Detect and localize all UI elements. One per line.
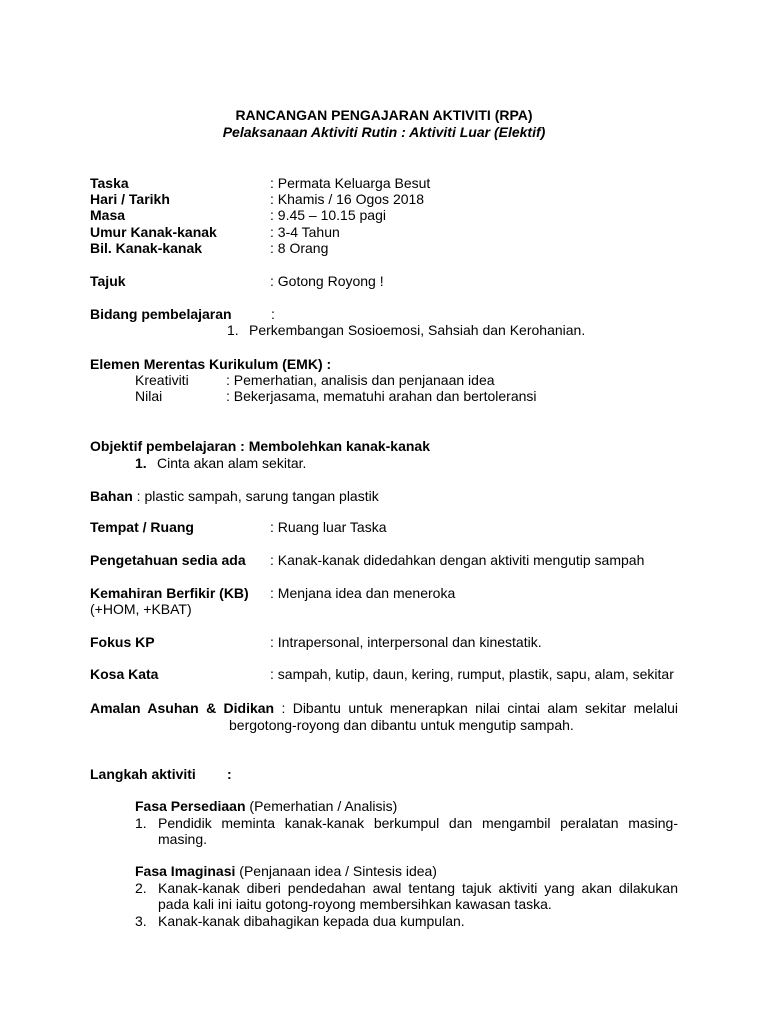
tempat-label: Tempat / Ruang (90, 519, 194, 535)
tempat-value: : Ruang luar Taska (270, 519, 387, 535)
info-label-hari: Hari / Tarikh (90, 191, 170, 207)
fasa-persediaan-title: Fasa Persediaan (135, 798, 246, 814)
info-label-taska: Taska (90, 175, 129, 191)
fasa-imaginasi-title: Fasa Imaginasi (135, 863, 236, 879)
info-label-umur: Umur Kanak-kanak (90, 224, 217, 240)
step-3-line-1: Kanak-kanak dibahagikan kepada dua kumpulan. (158, 913, 465, 929)
langkah-colon: : (227, 766, 232, 782)
bahan-line (90, 488, 379, 505)
step-2-number: 2. (135, 880, 147, 896)
objektif-item-number: 1. (135, 455, 147, 471)
step-1-number: 1. (135, 815, 147, 831)
emk-heading: Elemen Merentas Kurikulum (EMK) : (90, 356, 332, 372)
fasa-imaginasi-heading (135, 863, 437, 880)
bidang-colon: : (271, 306, 275, 322)
step-3-number: 3. (135, 913, 147, 929)
amalan-line-2: bergotong-royong dan dibantu untuk mengutip sampah. (229, 717, 574, 733)
objektif-item-text: Cinta akan alam sekitar. (157, 455, 307, 471)
info-value-taska: : Permata Keluarga Besut (270, 175, 431, 191)
info-value-hari: : Khamis / 16 Ogos 2018 (270, 191, 425, 207)
amalan-label: Amalan Asuhan & Didikan (90, 700, 275, 716)
kosa-value: : sampah, kutip, daun, kering, rumput, plastik, sapu, alam, sekitar (270, 666, 674, 682)
objektif-heading: Objektif pembelajaran : Membolehkan kanak-kanak (90, 438, 431, 454)
fasa-imaginasi-note: (Penjanaan idea / Sintesis idea) (235, 863, 437, 879)
amalan-line-1 (90, 700, 678, 717)
step-2-line-2: pada kali ini iaitu gotong-royong membersihkan kawasan taska. (158, 896, 552, 912)
step-1-line-2: masing. (158, 831, 208, 847)
emk-label-kreativiti: Kreativiti (135, 372, 189, 388)
emk-label-nilai: Nilai (135, 388, 163, 404)
info-value-masa: : 9.45 – 10.15 pagi (270, 207, 386, 223)
amalan-text-1: : Dibantu untuk menerapkan nilai cintai alam sekitar melalui (274, 700, 678, 716)
kosa-label: Kosa Kata (90, 666, 159, 682)
document-title: RANCANGAN PENGAJARAN AKTIVITI (RPA) (235, 107, 533, 123)
kemahiran-value: : Menjana idea dan meneroka (270, 585, 456, 601)
info-value-bil: : 8 Orang (270, 240, 329, 256)
bidang-item-text: Perkembangan Sosioemosi, Sahsiah dan Kerohanian. (249, 322, 586, 338)
step-2-line-1: Kanak-kanak diberi pendedahan awal tentang tajuk aktiviti yang akan dilakukan (158, 880, 678, 896)
tajuk-value: : Gotong Royong ! (270, 273, 384, 289)
tajuk-label: Tajuk (90, 273, 126, 289)
emk-value-kreativiti: : Pemerhatian, analisis dan penjanaan idea (226, 372, 495, 388)
info-value-umur: : 3-4 Tahun (270, 224, 340, 240)
info-label-masa: Masa (90, 207, 126, 223)
info-label-bil: Bil. Kanak-kanak (90, 240, 203, 256)
bidang-label: Bidang pembelajaran (90, 306, 232, 322)
kemahiran-label: Kemahiran Berfikir (KB) (90, 585, 249, 601)
emk-value-nilai: : Bekerjasama, mematuhi arahan dan bertoleransi (226, 388, 537, 404)
pengetahuan-label: Pengetahuan sedia ada (90, 552, 246, 568)
fasa-persediaan-heading (135, 798, 397, 815)
fokus-label: Fokus KP (90, 634, 155, 650)
step-1-line-1: Pendidik meminta kanak-kanak berkumpul dan mengambil peralatan masing- (158, 815, 678, 831)
document-subtitle: Pelaksanaan Aktiviti Rutin : Aktiviti Luar (Elektif) (222, 124, 546, 140)
pengetahuan-value: : Kanak-kanak didedahkan dengan aktiviti mengutip sampah (270, 552, 645, 568)
bahan-value: : plastic sampah, sarung tangan plastik (132, 488, 379, 504)
fokus-value: : Intrapersonal, interpersonal dan kinestatik. (270, 634, 542, 650)
fasa-persediaan-note: (Pemerhatian / Analisis) (245, 798, 398, 814)
kemahiran-sublabel: (+HOM, +KBAT) (90, 601, 192, 617)
bahan-label: Bahan (90, 488, 133, 504)
bidang-item-number: 1. (227, 322, 239, 338)
langkah-label: Langkah aktiviti (90, 766, 196, 782)
